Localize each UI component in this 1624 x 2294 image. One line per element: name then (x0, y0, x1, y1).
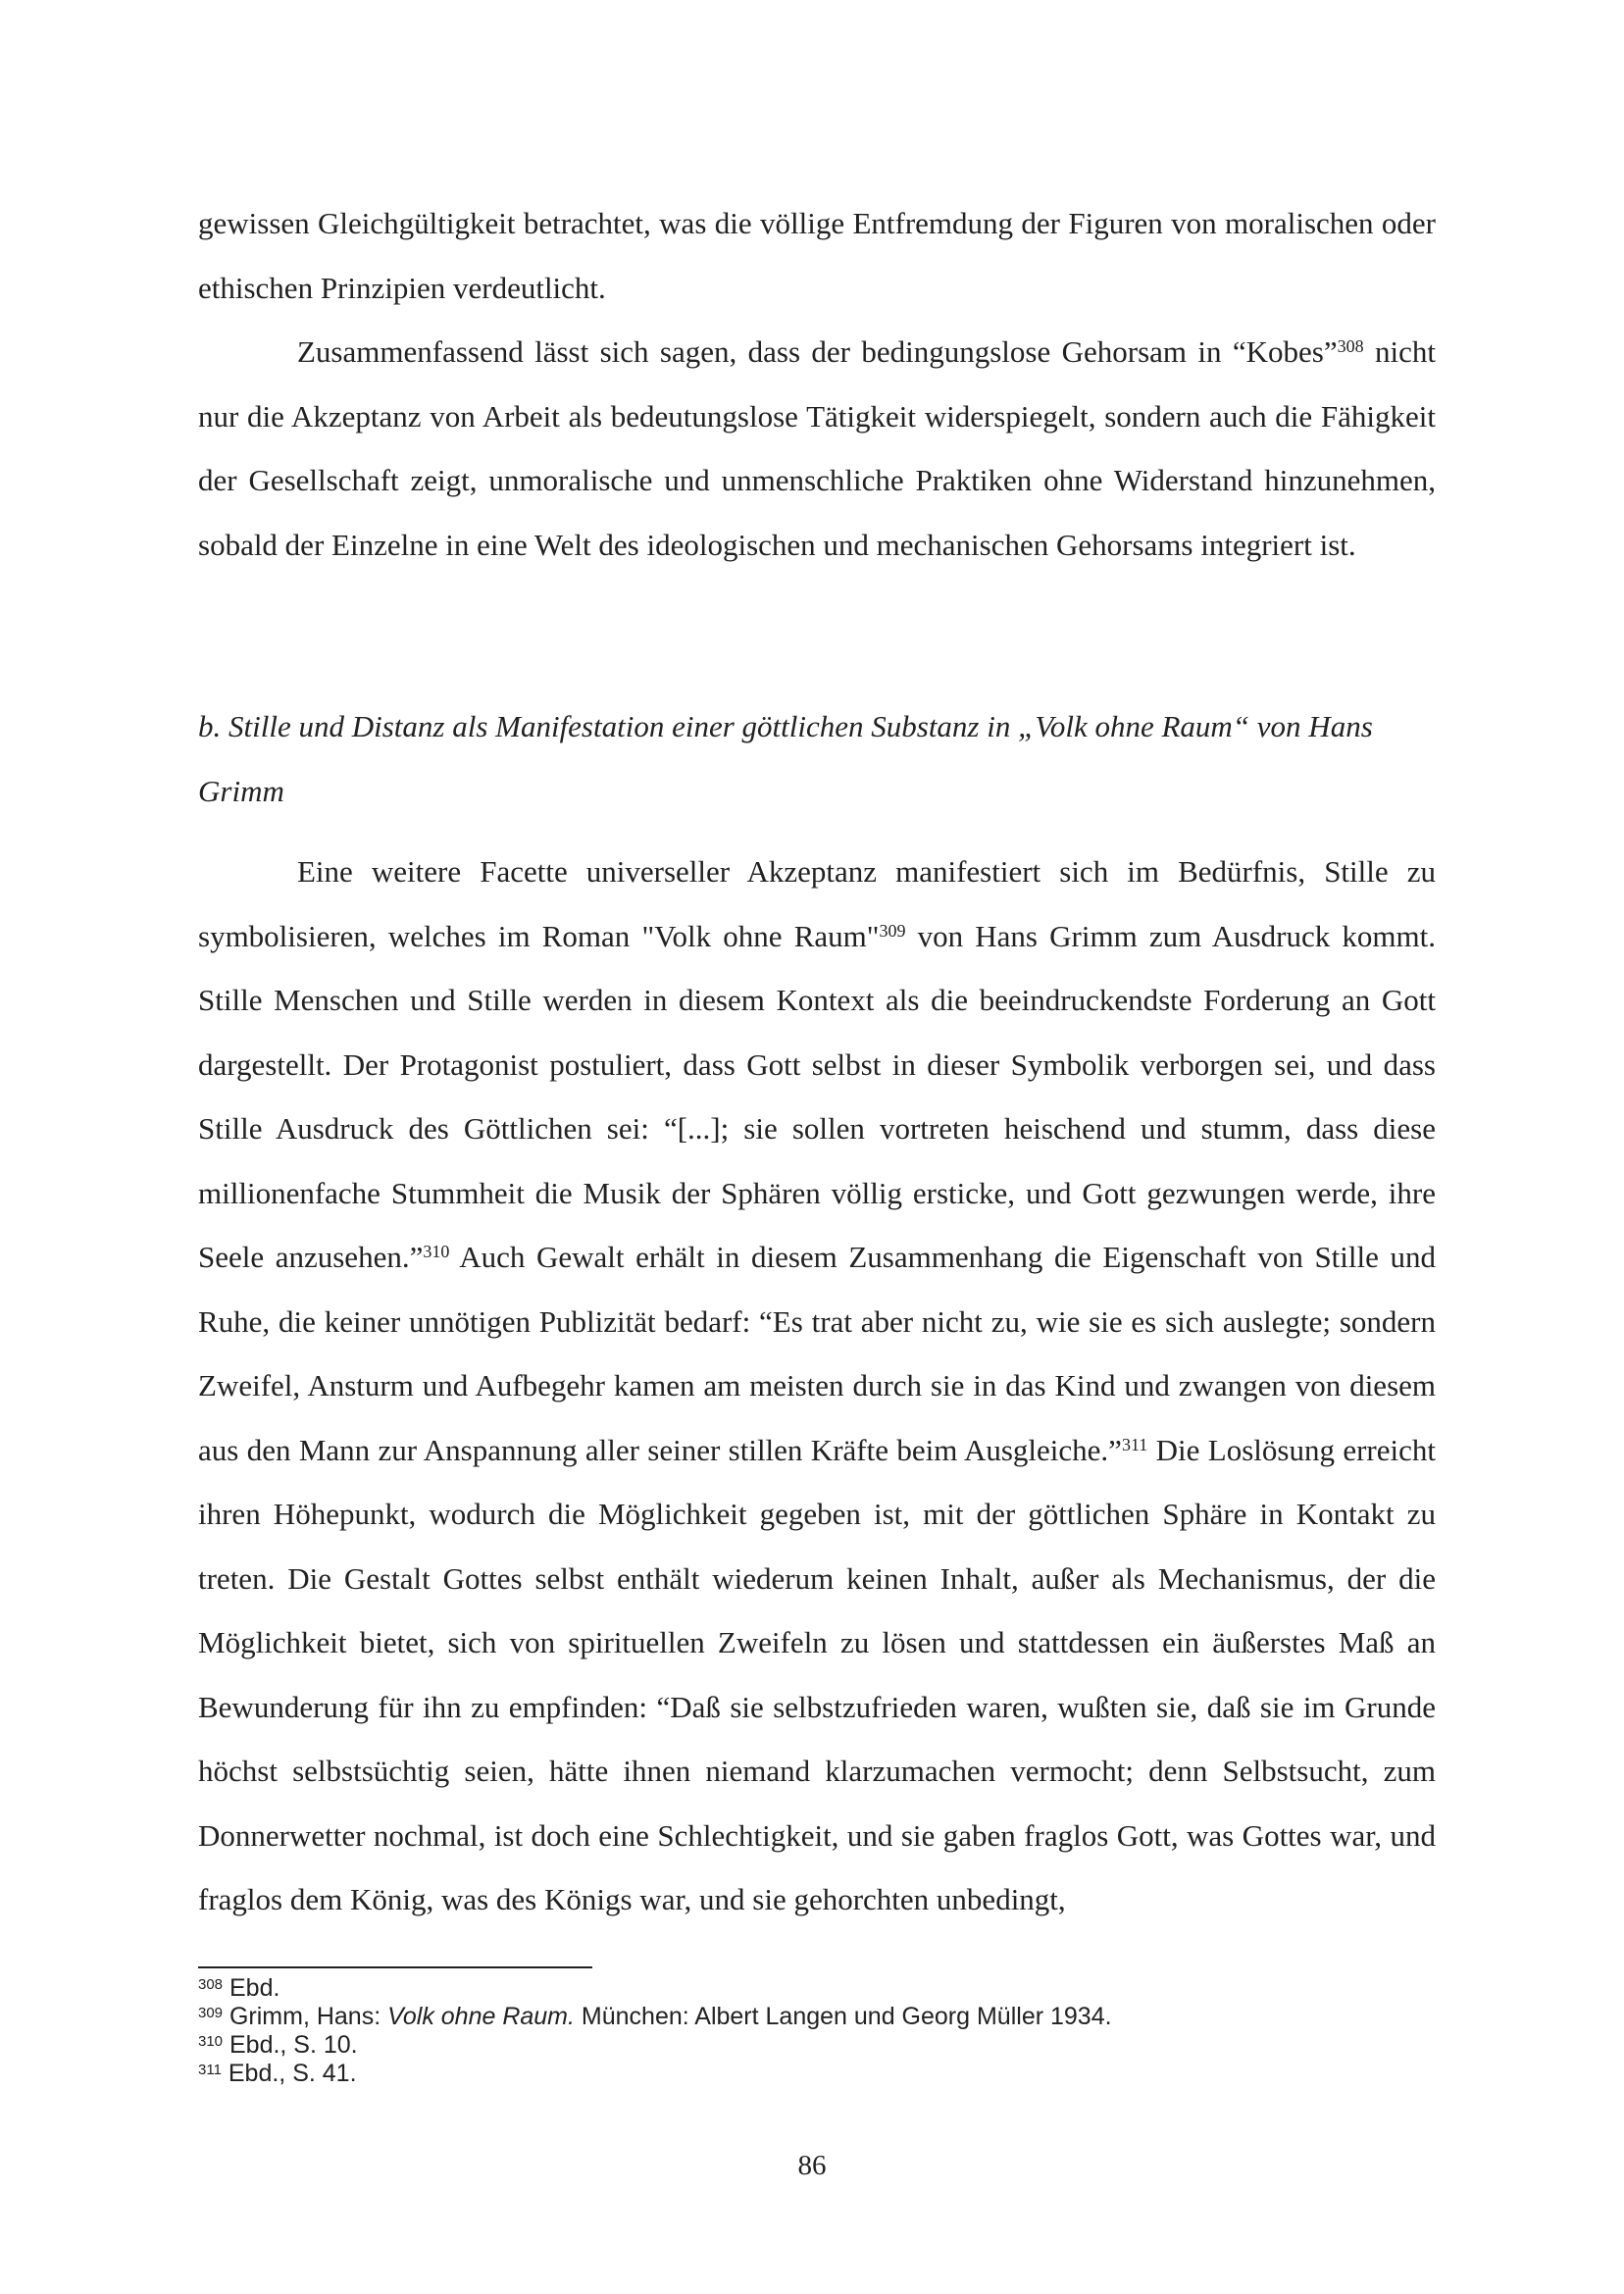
paragraph-text (198, 320, 1436, 577)
footnote-311 (198, 2060, 1436, 2088)
paragraph-segment: nicht nur die Akzeptanz von Arbeit als bedeutungslose Tätigkeit widerspiegelt, sondern auch die Fähigkeit der Gesellschaft zeigt, unmoralische und unmenschliche Praktiken ohne Widerstand hinzunehmen, sobald der Einzelne in eine Welt des ideologischen und mechanischen Gehorsams integriert ist. (198, 334, 1436, 562)
paragraph-summary (198, 320, 1436, 577)
section-heading: b. Stille und Distanz als Manifestation einer göttlichen Substanz in „Volk ohne Raum“ von Hans Grimm (198, 709, 1373, 808)
footnote-publisher: München: Albert Langen und Georg Müller 1934. (574, 2003, 1112, 2030)
footnote-author: Grimm, Hans: (228, 2003, 388, 2030)
paragraph-segment: Eine weitere Facette universeller Akzeptanz manifestiert sich im Bedürfnis, Stille zu symbolisieren, welches im Roman "Volk ohne Raum" (198, 854, 1436, 953)
footnote-reference-311[interactable]: 311 (1121, 1434, 1148, 1454)
footnote-separator (198, 1966, 592, 1968)
footnotes (198, 1974, 1436, 2088)
footnote-reference-309[interactable]: 309 (879, 920, 906, 941)
paragraph-text: gewissen Gleichgültigkeit betrachtet, was die völlige Entfremdung der Figuren von moralischen oder ethischen Prinzipien verdeutlicht. (198, 206, 1436, 305)
footnote-reference-308[interactable]: 308 (1337, 336, 1364, 357)
paragraph-text (198, 840, 1436, 1932)
page-number: 86 (797, 2150, 827, 2181)
footnote-308 (198, 1974, 1436, 2003)
footnote-310 (198, 2031, 1436, 2060)
paragraph-segment: Zusammenfassend lässt sich sagen, dass der bedingungslose Gehorsam in “Kobes” (297, 334, 1338, 369)
footnote-text: Ebd., S. 41. (228, 2060, 357, 2087)
paragraph-stille (198, 840, 1436, 1932)
paragraph-segment: Auch Gewalt erhält in diesem Zusammenhang die Eigenschaft von Stille und Ruhe, die keiner unnötigen Publizität bedarf: “Es trat aber nicht zu, wie sie es sich auslegte; sondern Zweifel, Ansturm und Aufbegehr kamen am meisten durch sie in das Kind und zwangen von diesem aus den Mann zur Anspannung aller seiner stillen Kräfte beim Ausgleiche.” (198, 1240, 1436, 1467)
footnote-text: Ebd. (228, 1974, 280, 2002)
paragraph-segment: Die Loslösung erreicht ihren Höhepunkt, wodurch die Möglichkeit gegeben ist, mit der göttlichen Sphäre in Kontakt zu treten. Die Gestalt Gottes selbst enthält wiederum keinen Inhalt, außer als Mechanismus, der die Möglichkeit bietet, sich von spirituellen Zweifeln zu lösen und stattdessen ein äußerstes Maß an Bewunderung für ihn zu empfinden: “Daß sie selbstzufrieden waren, wußten sie, daß sie im Grunde höchst selbstsüchtig seien, hätte ihnen niemand klarzumachen vermocht; denn Selbstsucht, zum Donnerwetter nochmal, ist doch eine Schlechtigkeit, und sie gaben fraglos Gott, was Gottes war, und fraglos dem König, was des Königs war, und sie gehorchten unbedingt, (198, 1432, 1436, 1916)
paragraph-continuation (198, 191, 1436, 320)
paragraph-segment: von Hans Grimm zum Ausdruck kommt. Stille Menschen und Stille werden in diesem Kontext als die beeindruckendste Forderung an Gott dargestellt. Der Protagonist postuliert, dass Gott selbst in dieser Symbolik verborgen sei, und dass Stille Ausdruck des Göttlichen sei: “[...]; sie sollen vortreten heischend und stumm, dass diese millionenfache Stummheit die Musik der Sphären völlig ersticke, und Gott gezwungen werde, ihre Seele anzusehen.” (198, 918, 1436, 1274)
footnote-number: 308 (198, 1975, 224, 1993)
footnote-reference-310[interactable]: 310 (423, 1242, 450, 1262)
footnote-number: 310 (198, 2032, 224, 2050)
footnote-text: Ebd., S. 10. (228, 2031, 358, 2059)
footnote-title: Volk ohne Raum. (387, 2003, 575, 2030)
footnote-309 (198, 2003, 1436, 2031)
footnote-number: 311 (198, 2061, 222, 2078)
footnote-number: 309 (198, 2004, 224, 2021)
